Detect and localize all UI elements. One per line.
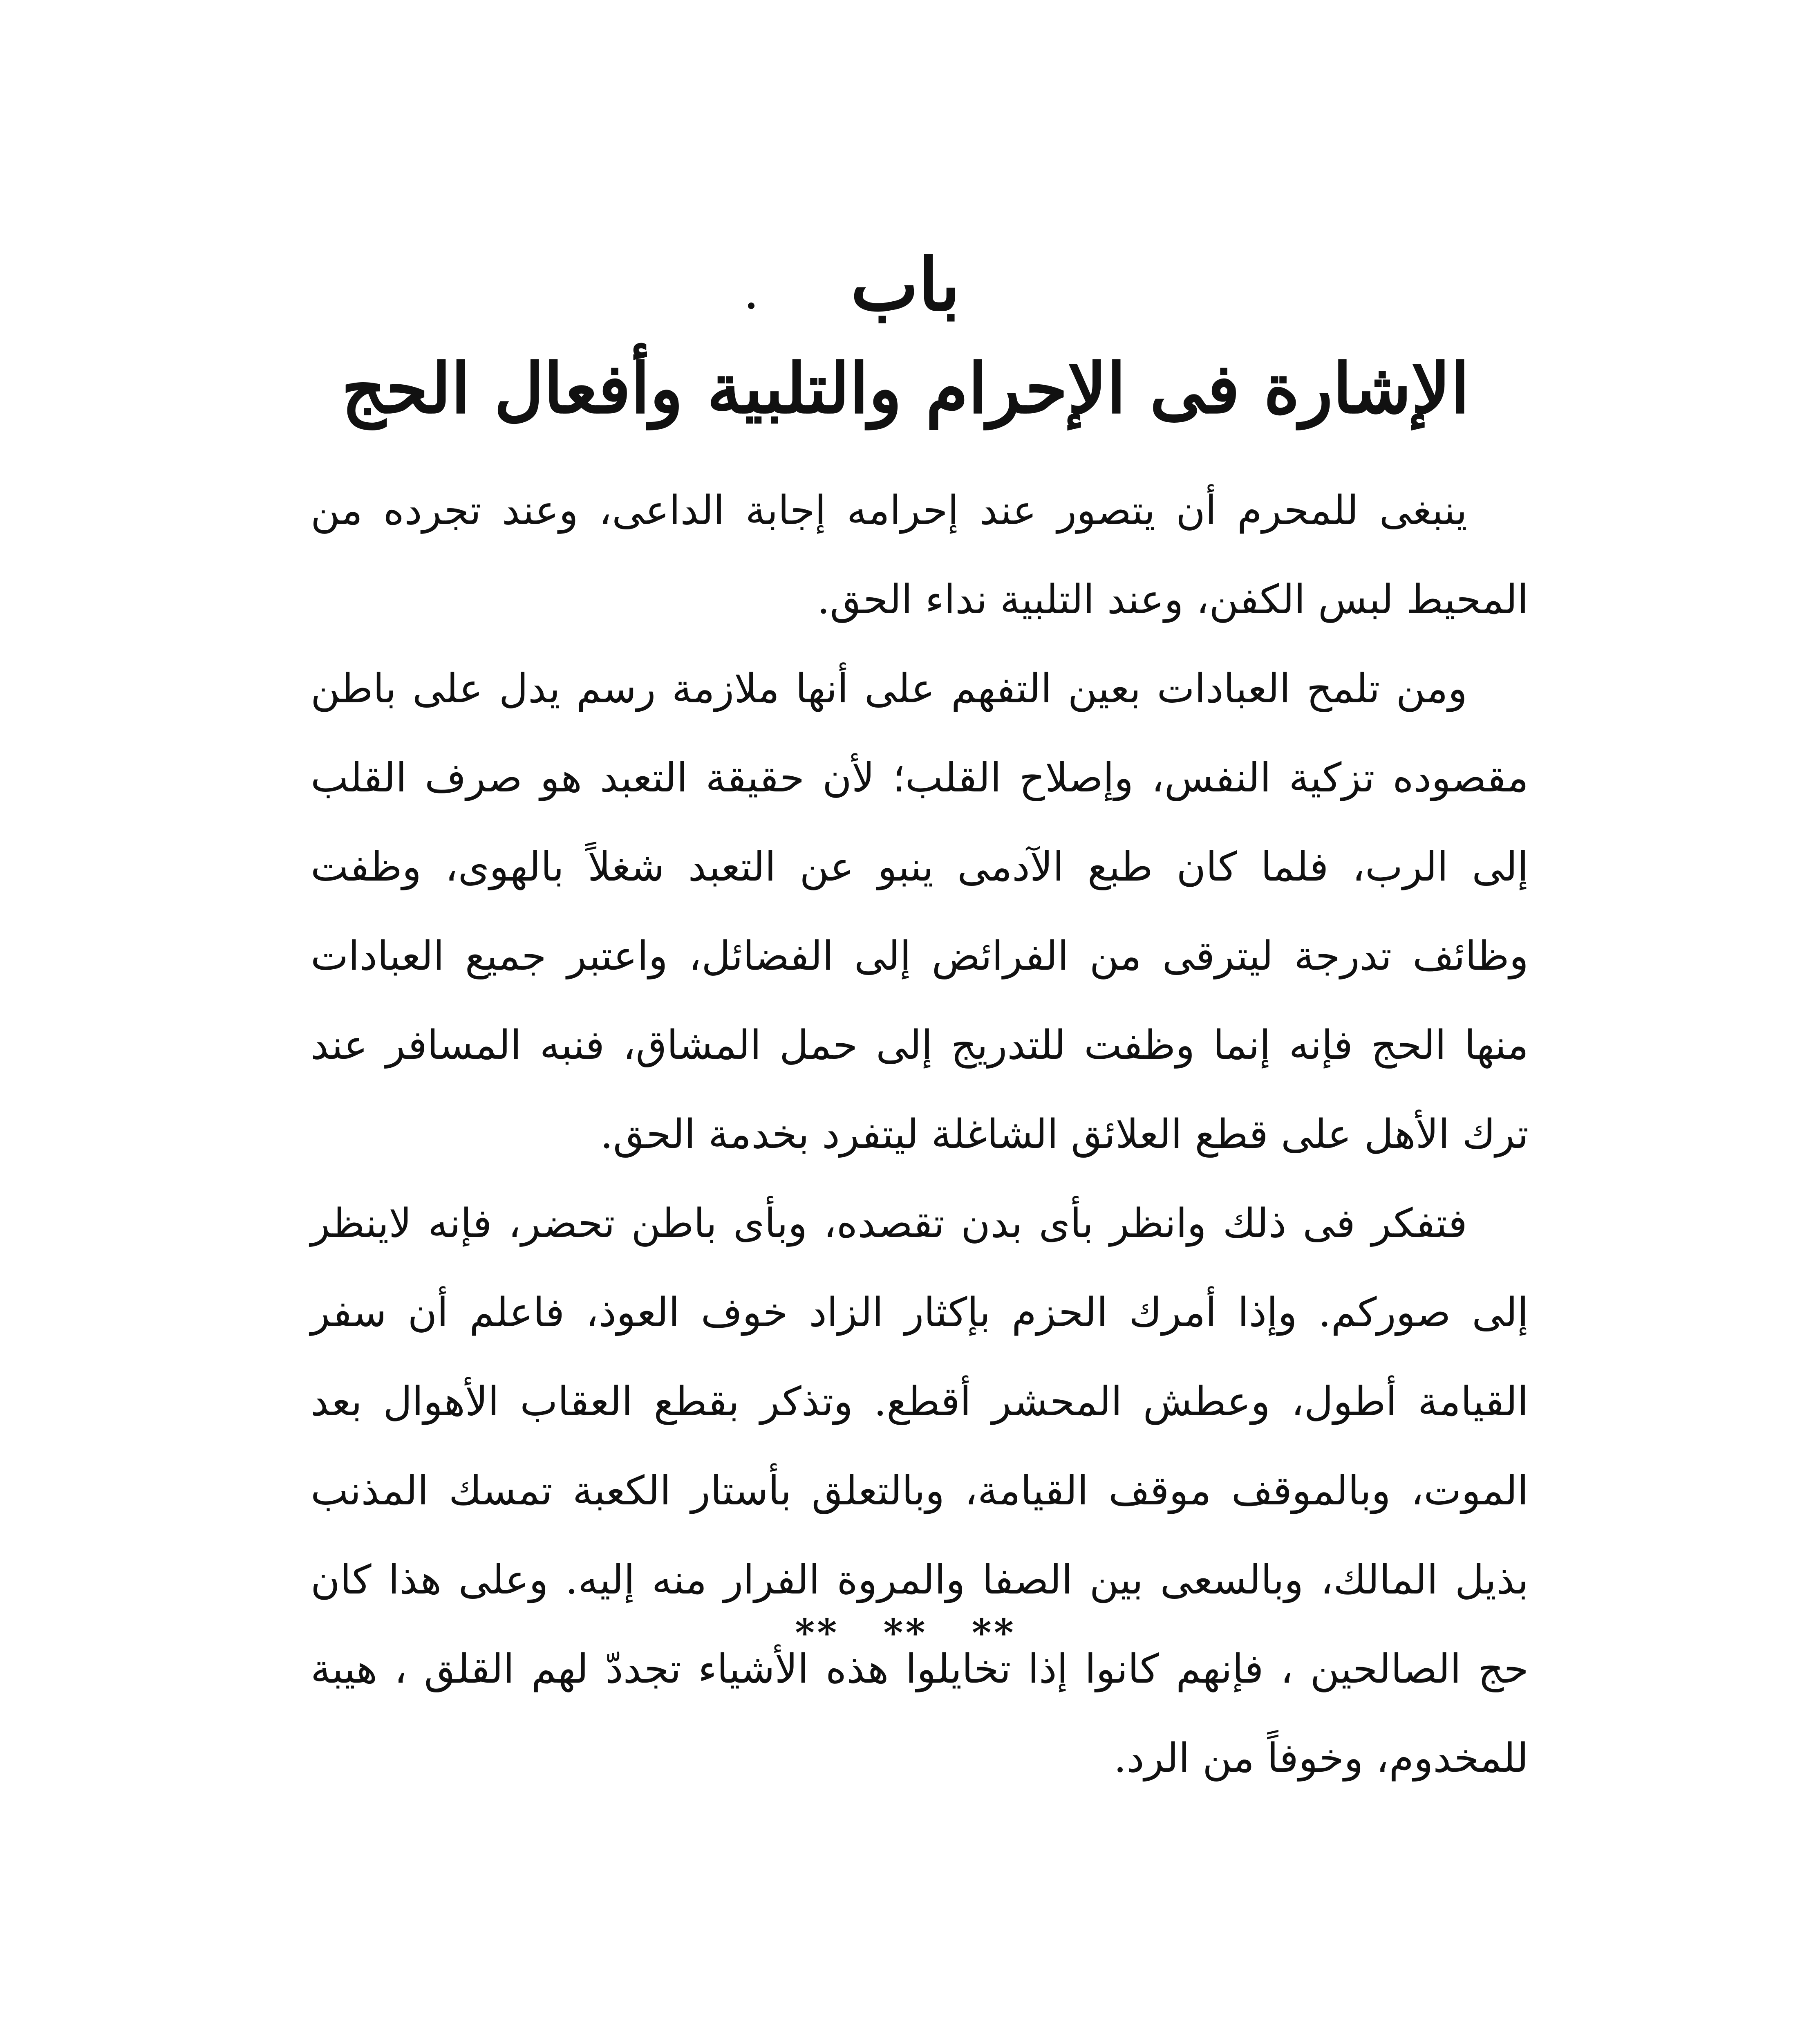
paragraph-2: ومن تلمح العبادات بعين التفهم على أنها ملازمة رسم يدل على باطن مقصوده تزكية النفس، وإصلاح القلب؛ لأن حقيقة التعبد هو صرف القلب إلى الرب، فلما كان طبع الآدمى ينبو عن التعبد شغلاً بالهوى، وظفت وظائف تدرجة ليترقى من الفرائض إلى الفضائل، واعتبر جميع العبادات منها الحج فإنه إنما وظفت للتدريج إلى حمل المشاق، فنبه المسافر عند ترك الأهل على قطع العلائق الشاغلة ليتفرد بخدمة الحق. — [311, 666, 1529, 1158]
body-text — [311, 466, 1529, 1803]
print-dot-mark — [748, 303, 754, 309]
chapter-title: الإشارة فى الإحرام والتلبية وأفعال الحج — [341, 348, 1470, 429]
paragraph-1: ينبغى للمحرم أن يتصور عند إحرامه إجابة الداعى، وعند تجرده من المحيط لبس الكفن، وعند التلبية نداء الحق. — [311, 487, 1529, 623]
chapter-label: باب — [851, 242, 960, 327]
section-separator: ** ** ** — [795, 1611, 1016, 1655]
paragraph-3: فتفكر فى ذلك وانظر بأى بدن تقصده، وبأى باطن تحضر، فإنه لاينظر إلى صوركم. وإذا أمرك الحزم بإكثار الزاد خوف العوذ، فاعلم أن سفر القيامة أطول، وعطش المحشر أقطع. وتذكر بقطع العقاب الأهوال بعد الموت، وبالموقف موقف القيامة، وبالتعلق بأستار الكعبة تمسك المذنب بذيل المالك، وبالسعى بين الصفا والمروة الفرار منه إليه. وعلى هذا كان حج الصالحين ، فإنهم كانوا إذا تخايلوا هذه الأشياء تجددّ لهم القلق ، هيبة للمخدوم، وخوفاً من الرد. — [311, 1200, 1529, 1782]
